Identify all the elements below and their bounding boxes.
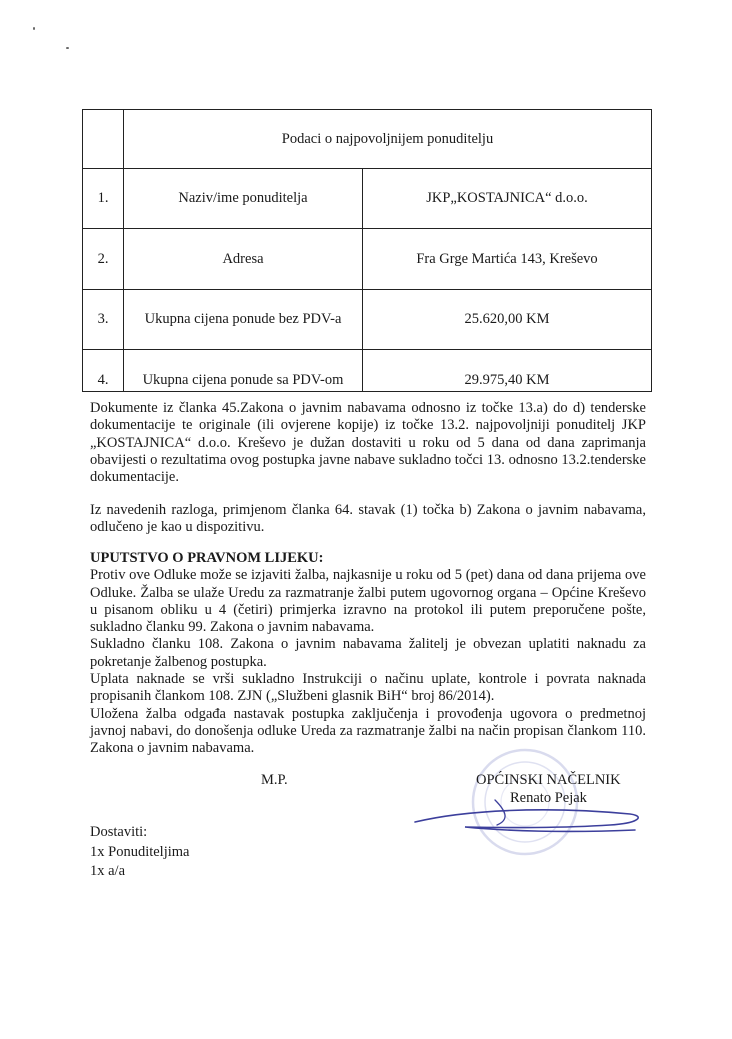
delivery-list	[90, 823, 189, 882]
table-header-row	[83, 110, 652, 169]
documents-paragraph: Dokumente iz članka 45.Zakona o javnim nabavama odnosno iz točke 13.a) do d) tenderske dokumentacije te originale (ili ovjerene kopije) iz točke 13.2. najpovoljniji ponuditelj JKP „KOSTAJNICA“ d.o.o. Kreševo je dužan dostaviti u roku od 5 dana od dana zaprimanja obavijesti o rezultatima ovog postupka javne nabave sukladno točci 13. odnosno 13.2.tenderske dokumentacije.	[90, 400, 646, 486]
disposition-paragraph: Iz navedenih razloga, primjenom članka 64. stavak (1) točka b) Zakona o javnim nabavama, odlučeno je kao u dispozitivu.	[90, 502, 646, 536]
row-number: 4.	[83, 350, 124, 392]
handwritten-signature	[395, 790, 655, 845]
table-row	[83, 229, 652, 290]
row-label: Ukupna cijena ponude sa PDV-om	[124, 350, 363, 392]
scan-speck	[66, 47, 69, 49]
row-value: 29.975,40 KM	[363, 350, 652, 392]
legal-remedy-paragraph: Protiv ove Odluke može se izjaviti žalba, najkasnije u roku od 5 (pet) dana od dana prijema ove Odluke. Žalba se ulaže Uredu za razmatranje žalbi putem ugovornog organa – Općine Kreševo u pisanom obliku u 4 (četiri) primjerka izravno na protokol ili putem preporučene pošte, sukladno članku 99. Zakona o javnim nabavama.	[90, 567, 646, 636]
row-number: 2.	[83, 229, 124, 290]
delivery-label: Dostaviti:	[90, 824, 148, 840]
legal-remedy-section	[90, 550, 646, 758]
signer-title: OPĆINSKI NAČELNIK	[476, 772, 621, 788]
table-row	[83, 350, 652, 392]
table-row	[83, 290, 652, 350]
scan-speck	[33, 27, 35, 30]
row-number: 1.	[83, 169, 124, 229]
signer-name: Renato Pejak	[510, 790, 587, 806]
table-header: Podaci o najpovoljnijem ponuditelju	[124, 110, 652, 169]
header-empty-cell	[83, 110, 124, 169]
best-bidder-table	[82, 109, 652, 392]
delivery-item: 1x Ponuditeljima	[90, 843, 190, 860]
row-value: JKP„KOSTAJNICA“ d.o.o.	[363, 169, 652, 229]
row-value: Fra Grge Martića 143, Kreševo	[363, 229, 652, 290]
stamp-placeholder-label: M.P.	[261, 772, 288, 788]
legal-remedy-heading: UPUTSTVO O PRAVNOM LIJEKU:	[90, 550, 324, 566]
row-label: Adresa	[124, 229, 363, 290]
delivery-item: 1x a/a	[90, 863, 126, 879]
table-row	[83, 169, 652, 229]
row-number: 3.	[83, 290, 124, 350]
row-label: Naziv/ime ponuditelja	[124, 169, 363, 229]
legal-remedy-paragraph: Sukladno članku 108. Zakona o javnim nabavama žalitelj je obvezan uplatiti naknadu za pokretanje žalbenog postupka.	[90, 636, 646, 670]
legal-remedy-paragraph: Uplata naknade se vrši sukladno Instrukciji o načinu uplate, kontrole i povrata naknada propisanih člankom 108. ZJN („Službeni glasnik BiH“ broj 86/2014).	[90, 671, 646, 705]
row-value: 25.620,00 KM	[363, 290, 652, 350]
legal-remedy-paragraph: Uložena žalba odgađa nastavak postupka zaključenja i provođenja ugovora o predmetnoj javnoj nabavi, do donošenja odluke Ureda za razmatranje žalbi na način propisan člankom 110. Zakona o javnim nabavama.	[90, 705, 646, 757]
row-label: Ukupna cijena ponude bez PDV-a	[124, 290, 363, 350]
